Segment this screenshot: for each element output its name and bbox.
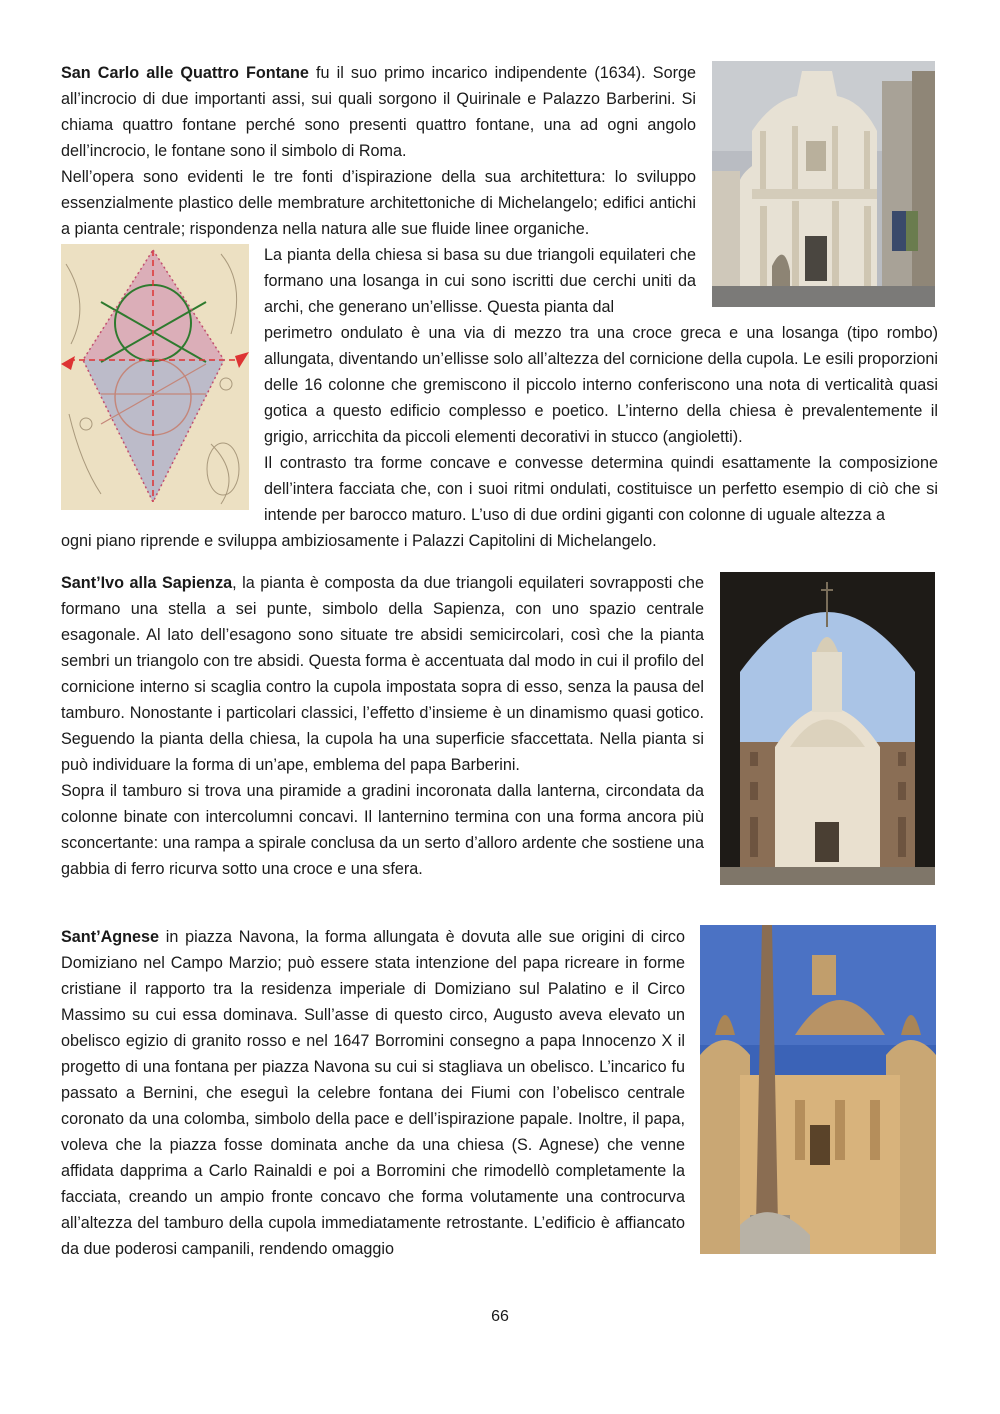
santagnese-photo (700, 925, 936, 1254)
santagnese-intro: in piazza Navona, la forma allungata è dovuta alle sue origini di circo Domiziano nel Campo Marzio; può essere stata intenzione del papa ricreare in forme cristiane il rapporto tra la residenza imperiale di Domiziano sul Palatino e il Circo Massimo su cui essa dominava. Sull’asse di questo circo, Augusto aveva elevato un obelisco egizio di granito rosso e nel 1647 Borromini consegno a papa Innocenzo X il progetto di una fontana per piazza Navona su cui si stagliava un obelisco. L’incarico fu passato a Bernini, che eseguì la celebre fontana dei Fiumi con l’obelisco centrale coronato da una colomba, simbolo della pace e dell’ispirazione papale. Inoltre, il papa, voleva che la piazza fosse dominata anche da una chiesa (S. Agnese) che venne affidata dapprima a Carlo Rainaldi e poi a Borromini che rimodellò completamente la facciata, creando un ampio fronte concavo che forma volutamente una controcurva all’altezza del tamburo della cupola immediatamente retrostante. L’edificio è affiancato da due poderosi campanili, rendendo omaggio (61, 928, 685, 1258)
san-carlo-photo (712, 61, 935, 307)
san-carlo-para3a: La pianta della chiesa si basa su due triangoli equilateri che formano una losanga in cui sono iscritti due cerchi uniti da archi, che generano un’ellisse. Questa pianta dal (264, 246, 696, 316)
santivo-para2: Sopra il tamburo si trova una piramide a gradini incoronata dalla lanterna, circondata da colonne binate con intercolumni concavi. Il lanternino termina con una forma ancora più sconcertante: una rampa a spirale conclusa da un serto d’alloro ardente che sostiene una gabbia di ferro ricurva sotto una croce e una sfera. (61, 782, 704, 878)
santivo-section (61, 570, 704, 882)
san-carlo-para4a: Il contrasto tra forme concave e convesse determina quindi esattamente la composizione dell’intera facciata che, con i suoi ritmi ondulati, costituisce un perfetto esempio di ciò che si intende per barocco maturo. L’uso di due ordini giganti con colonne di uguale altezza a (264, 454, 938, 524)
san-carlo-intro-text: fu il suo primo incarico indipendente (1634). Sorge all’incrocio di due importanti assi, sui quali sorgono il Quirinale e Palazzo Barberini. Si chiama quattro fontane perché sono presenti quattro fontane, una ad ogni angolo dell’incrocio, le fontane sono il simbolo di Roma. (61, 64, 696, 160)
san-carlo-para4b: ogni piano riprende e sviluppa ambiziosamente i Palazzi Capitolini di Michelangelo. (61, 532, 657, 550)
san-carlo-para2: Nell’opera sono evidenti le tre fonti d’ispirazione della sua architettura: lo sviluppo essenzialmente plastico delle membrature architettoniche di Michelangelo; edifici antichi a pianta centrale; rispondenza nella natura alle sue fluide linee organiche. (61, 168, 696, 238)
santagnese-section (61, 924, 685, 1262)
santivo-photo (720, 572, 935, 885)
san-carlo-intro (61, 60, 696, 242)
san-carlo-para3b: perimetro ondulato è una via di mezzo tra una croce greca e una losanga (tipo rombo) allungata, diventando un’ellisse solo all’altezza del cornicione della cupola. Le esili proporzioni delle 16 colonne che gremiscono il piccolo interno conferiscono una nota di verticalità quasi gotica a questo edificio complesso e poetico. L’interno della chiesa è prevalentemente il grigio, arricchita da piccoli elementi decorativi in stucco (angioletti). (264, 324, 939, 446)
san-carlo-title: San Carlo alle Quattro Fontane (61, 64, 309, 82)
san-carlo-plan-drawing (61, 244, 249, 510)
santagnese-title: Sant’Agnese (61, 928, 160, 946)
page-number: 66 (491, 1308, 509, 1325)
santivo-title: Sant’Ivo alla Sapienza (61, 574, 233, 592)
santivo-intro: , la pianta è composta da due triangoli equilateri sovrapposti che formano una stella a sei punte, simbolo della Sapienza, con uno spazio centrale esagonale. Al lato dell’esagono sono situate tre absidi semicircolari, così che la pianta sembri un triangolo con tre absidi. Questa forma è accentuata dal modo in cui il profilo del cornicione interno si scaglia contro la cupola impostata sopra di esso, senza la pausa del tamburo. Nonostante i particolari classici, l’effetto d’insieme è un dinamismo quasi gotico. Seguendo la pianta della chiesa, la cupola ha una superficie sfaccettata. Nella pianta si può individuare la forma di un’ape, emblema del papa Barberini. (61, 574, 704, 774)
